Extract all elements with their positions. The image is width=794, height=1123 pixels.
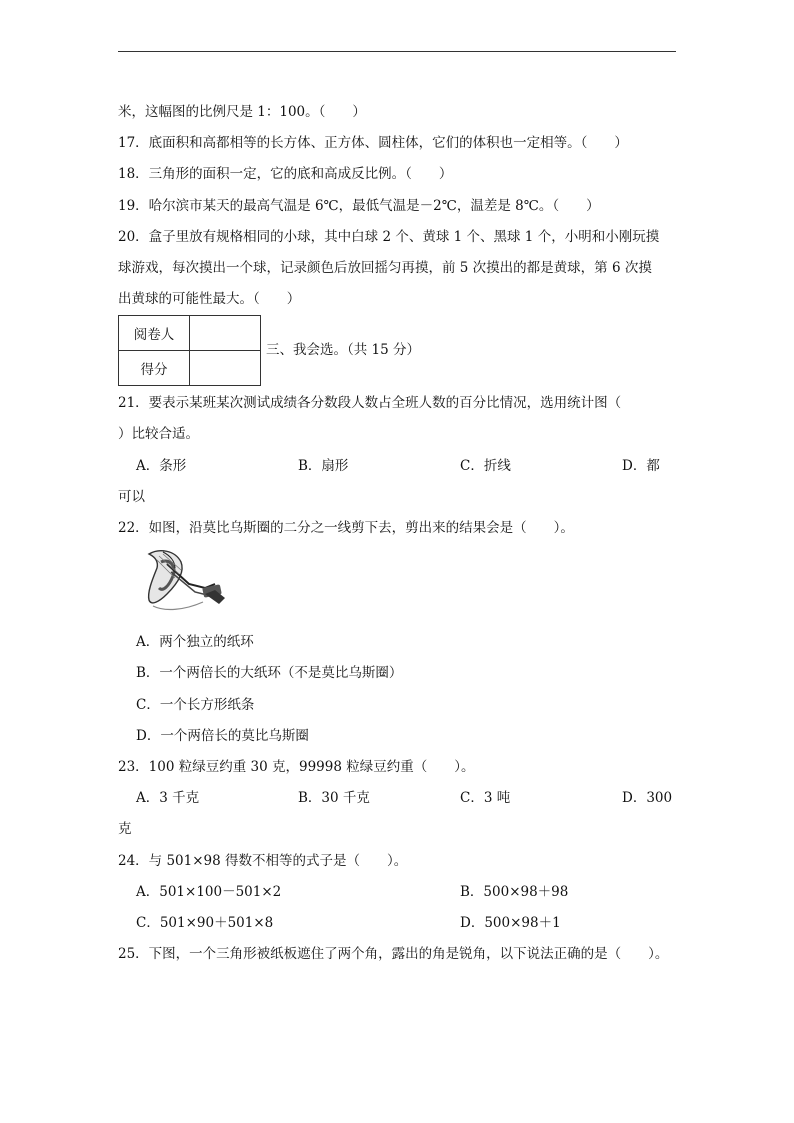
q16-tail: 米，这幅图的比例尺是 1：100。（ ） — [118, 104, 366, 120]
header-rule — [118, 51, 676, 52]
q22-option-c: C．一个长方形纸条 — [136, 697, 255, 713]
section-3-title: 三、我会选。（共 15 分） — [266, 342, 421, 358]
question-17: 17．底面积和高都相等的长方体、正方体、圆柱体，它们的体积也一定相等。（ ） — [118, 135, 628, 151]
question-18: 18．三角形的面积一定，它的底和高成反比例。（ ） — [118, 166, 453, 182]
score-table — [118, 315, 261, 386]
q21-option-d: D．都 — [622, 458, 660, 474]
q23-option-d: D．300 — [622, 790, 673, 806]
q22-option-b: B．一个两倍长的大纸环（不是莫比乌斯圈） — [136, 665, 403, 681]
q21-option-b: B．扇形 — [298, 458, 349, 474]
score-label: 得分 — [119, 351, 190, 386]
question-23-stem: 23．100 粒绿豆约重 30 克，99998 粒绿豆约重（ ）。 — [118, 759, 475, 775]
q24-option-d: D．500×98＋1 — [460, 915, 561, 931]
q22-option-a: A．两个独立的纸环 — [136, 634, 254, 650]
question-21-stem-1: 21．要表示某班某次测试成绩各分数段人数占全班人数的百分比情况，选用统计图（ — [118, 395, 622, 411]
q21-option-d-wrap: 可以 — [118, 489, 145, 505]
q24-option-c: C．501×90＋501×8 — [136, 915, 274, 931]
q24-option-a: A．501×100－501×2 — [136, 884, 282, 900]
question-20-line2: 球游戏，每次摸出一个球，记录颜色后放回摇匀再摸，前 5 次摸出的都是黄球，第 6 次摸 — [118, 260, 652, 276]
question-22-stem: 22．如图，沿莫比乌斯圈的二分之一线剪下去，剪出来的结果会是（ ）。 — [118, 520, 574, 536]
q23-option-b: B．30 千克 — [298, 790, 370, 806]
q24-option-b: B．500×98＋98 — [460, 884, 569, 900]
q23-option-c: C．3 吨 — [460, 790, 511, 806]
question-24-stem: 24．与 501×98 得数不相等的式子是（ ）。 — [118, 853, 408, 869]
question-21-stem-2: ）比较合适。 — [118, 426, 199, 442]
q23-option-a: A．3 千克 — [136, 790, 200, 806]
q23-option-d-wrap: 克 — [118, 821, 132, 837]
mobius-strip-figure — [145, 548, 227, 614]
q21-option-c: C．折线 — [460, 458, 511, 474]
reviewer-blank — [190, 316, 261, 351]
score-blank — [190, 351, 261, 386]
question-25-stem: 25．下图，一个三角形被纸板遮住了两个角，露出的角是锐角，以下说法正确的是（ ）。 — [118, 946, 669, 962]
q21-option-a: A．条形 — [136, 458, 187, 474]
question-20-line1: 20．盒子里放有规格相同的小球，其中白球 2 个、黄球 1 个、黑球 1 个，小明和小刚玩摸 — [118, 229, 660, 245]
question-20-line3: 出黄球的可能性最大。（ ） — [118, 291, 301, 307]
q22-option-d: D．一个两倍长的莫比乌斯圈 — [136, 728, 309, 744]
reviewer-label: 阅卷人 — [119, 316, 190, 351]
question-19: 19．哈尔滨市某天的最高气温是 6℃，最低气温是－2℃，温差是 8℃。（ ） — [118, 198, 600, 214]
